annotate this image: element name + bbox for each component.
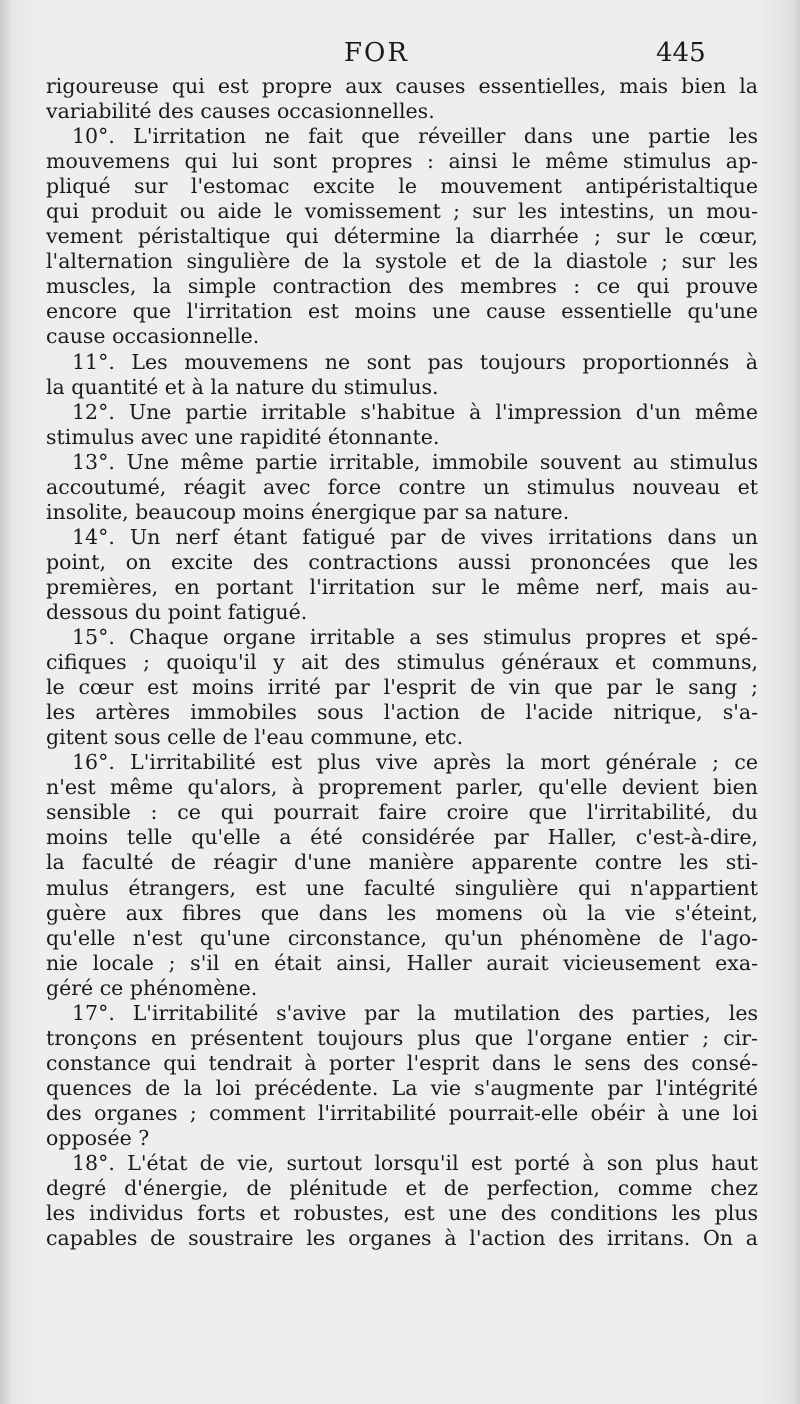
text-line: accoutumé, réagit avec force contre un stimulus nouveau et bbox=[46, 474, 758, 499]
text-line: qui produit ou aide le vomissement ; sur les intestins, un mou- bbox=[46, 199, 758, 224]
text-line: constance qui tendrait à porter l'esprit dans le sens des consé- bbox=[46, 1050, 758, 1075]
text-line: des organes ; comment l'irritabilité pourrait-elle obéir à une loi bbox=[46, 1100, 758, 1125]
text-line: tronçons en présentent toujours plus que l'organe entier ; cir- bbox=[46, 1025, 758, 1050]
text-line: pliqué sur l'estomac excite le mouvement antipéristaltique bbox=[46, 174, 758, 199]
paragraph-17-start: 17°. L'irritabilité s'avive par la mutilation des parties, les bbox=[72, 1000, 758, 1025]
text-line: degré d'énergie, de plénitude et de perfection, comme chez bbox=[46, 1176, 758, 1201]
text-line: géré ce phénomène. bbox=[46, 975, 258, 1000]
text-line: cause occasionnelle. bbox=[46, 324, 260, 349]
paragraph-12-start: 12°. Une partie irritable s'habitue à l'impression d'un même bbox=[72, 399, 758, 424]
text-line: stimulus avec une rapidité étonnante. bbox=[46, 424, 440, 449]
text-line: dessous du point fatigué. bbox=[46, 599, 308, 624]
text-line: rigoureuse qui est propre aux causes essentielles, mais bien la bbox=[46, 74, 758, 98]
text-line: les individus forts et robustes, est une des conditions les plus bbox=[46, 1201, 758, 1226]
text-line: opposée ? bbox=[46, 1125, 150, 1150]
text-line: point, on excite des contractions aussi prononcées que les bbox=[46, 549, 758, 574]
text-line: le cœur est moins irrité par l'esprit de vin que par le sang ; bbox=[46, 675, 758, 700]
text-line: capables de soustraire les organes à l'action des irritans. On a bbox=[46, 1226, 758, 1251]
text-line: insolite, beaucoup moins énergique par sa nature. bbox=[46, 499, 570, 524]
text-line: guère aux fibres que dans les momens où la vie s'éteint, bbox=[46, 900, 758, 925]
text-line: vement péristaltique qui détermine la diarrhée ; sur le cœur, bbox=[46, 224, 758, 249]
text-line: nie locale ; s'il en était ainsi, Haller aurait vicieusement exa- bbox=[46, 950, 758, 975]
text-line: la quantité et à la nature du stimulus. bbox=[46, 374, 439, 399]
text-line: variabilité des causes occasionnelles. bbox=[46, 99, 435, 124]
page-number: 445 bbox=[656, 38, 706, 68]
paragraph-10-start: 10°. L'irritation ne fait que réveiller dans une partie les bbox=[72, 124, 758, 149]
text-line: mulus étrangers, est une faculté singulière qui n'appartient bbox=[46, 875, 758, 900]
text-line: premières, en portant l'irritation sur le même nerf, mais au- bbox=[46, 574, 758, 599]
text-line: les artères immobiles sous l'action de l'acide nitrique, s'a- bbox=[46, 700, 758, 725]
text-line: muscles, la simple contraction des membres : ce qui prouve bbox=[46, 274, 758, 299]
text-line: moins telle qu'elle a été considérée par Haller, c'est-à-dire, bbox=[46, 825, 758, 850]
text-line: gitent sous celle de l'eau commune, etc. bbox=[46, 725, 464, 750]
page-header bbox=[0, 34, 800, 74]
paragraph-11-start: 11°. Les mouvemens ne sont pas toujours proportionnés à bbox=[72, 349, 758, 374]
paragraph-16-start: 16°. L'irritabilité est plus vive après la mort générale ; ce bbox=[72, 750, 758, 775]
text-line: sensible : ce qui pourrait faire croire que l'irritabilité, du bbox=[46, 800, 758, 825]
text-line: mouvemens qui lui sont propres : ainsi le même stimulus ap- bbox=[46, 149, 758, 174]
body-text bbox=[46, 74, 758, 1251]
text-line: l'alternation singulière de la systole et de la diastole ; sur les bbox=[46, 249, 758, 274]
paragraph-14-start: 14°. Un nerf étant fatigué par de vives irritations dans un bbox=[72, 524, 758, 549]
paragraph-18-start: 18°. L'état de vie, surtout lorsqu'il est porté à son plus haut bbox=[72, 1151, 758, 1176]
paragraph-15-start: 15°. Chaque organe irritable a ses stimulus propres et spé- bbox=[72, 625, 758, 650]
text-line: la faculté de réagir d'une manière apparente contre les sti- bbox=[46, 850, 758, 875]
paragraph-13-start: 13°. Une même partie irritable, immobile souvent au stimulus bbox=[72, 449, 758, 474]
running-head: FOR bbox=[344, 38, 409, 68]
text-line: qu'elle n'est qu'une circonstance, qu'un phénomène de l'ago- bbox=[46, 925, 758, 950]
text-line: encore que l'irritation est moins une cause essentielle qu'une bbox=[46, 299, 758, 324]
text-line: quences de la loi précédente. La vie s'augmente par l'intégrité bbox=[46, 1075, 758, 1100]
text-line: n'est même qu'alors, à proprement parler, qu'elle devient bien bbox=[46, 775, 758, 800]
text-line: cifiques ; quoiqu'il y ait des stimulus généraux et communs, bbox=[46, 650, 758, 675]
